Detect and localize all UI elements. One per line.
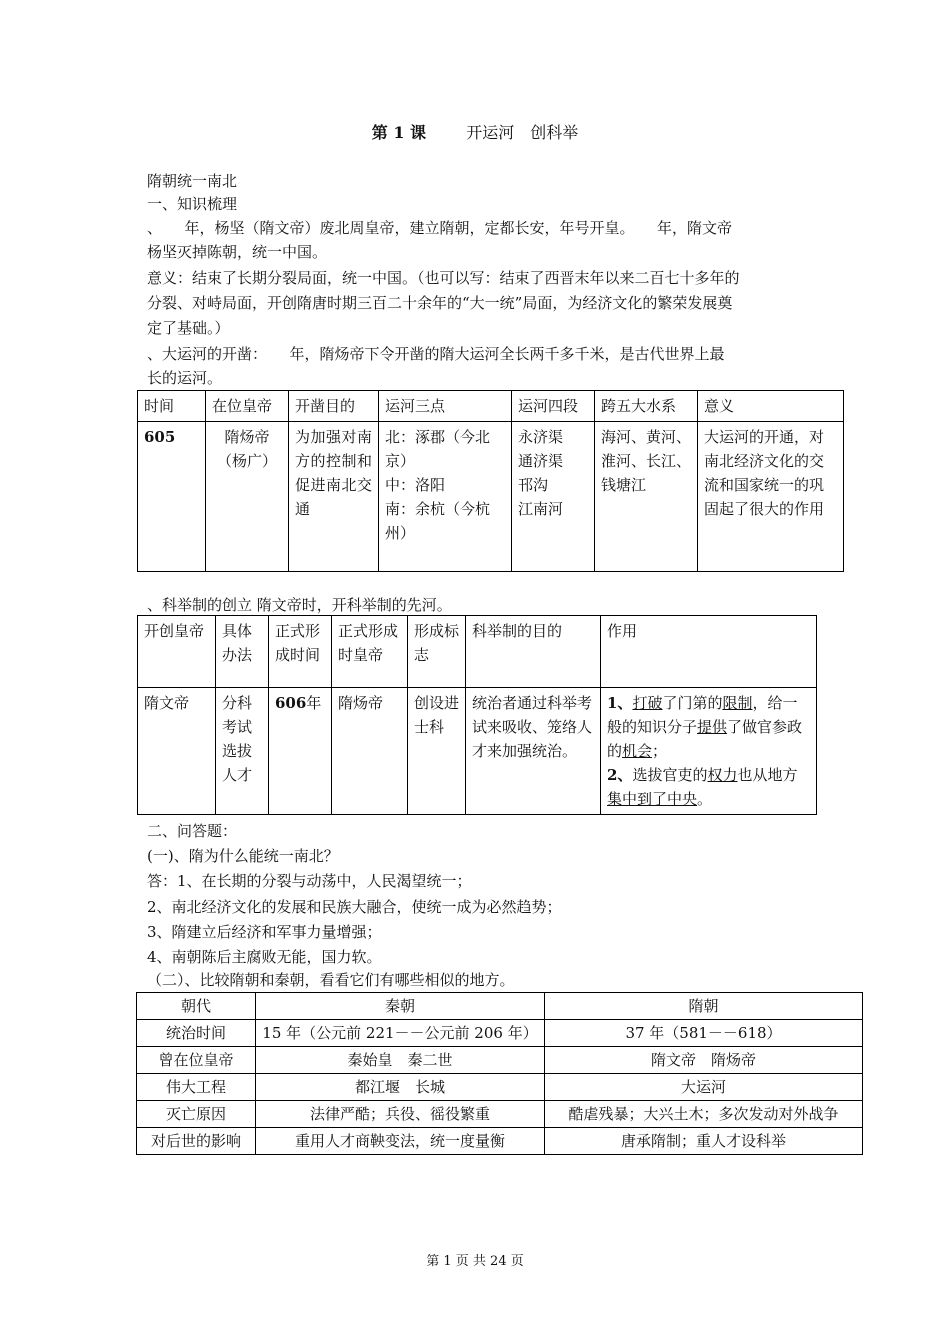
exam-line: 、科举制的创立 隋文帝时，开科举制的先河。 [147,596,452,614]
point-north: 北：涿郡（今北京） [385,428,491,470]
qin-cell: 重用人才商鞅变法，统一度量衡 [256,1128,545,1155]
answer-3: 3、隋建立后经济和军事力量增强； [147,923,382,941]
table-row [137,1101,863,1128]
header-cell: 正式形成时间 [269,616,332,688]
page-title [0,120,950,143]
compare-table [136,992,863,1155]
header-cell: 开凿目的 [289,391,379,422]
header-cell: 时间 [138,391,206,422]
year-cell: 606年 [269,688,332,815]
row-label: 对后世的影响 [137,1128,256,1155]
method-cell: 分科考试选拔人才 [216,688,269,815]
effect-1: 1、打破了门第的限制，给一般的知识分子提供了做官参政的机会； [607,694,803,760]
sui-cell: 唐承隋制；重人才设科举 [545,1128,863,1155]
question-1: (一)、隋为什么能统一南北？ [147,847,339,865]
table-row [137,1047,863,1074]
header-cell: 科举制的目的 [466,616,601,688]
header-cell: 作用 [601,616,817,688]
header-cell: 秦朝 [256,993,545,1020]
header-cell: 具体办法 [216,616,269,688]
row-label: 伟大工程 [137,1074,256,1101]
section-item: 邗沟 [518,476,549,494]
meaning-line3: 定了基础。） [147,319,230,337]
header-cell: 开创皇帝 [138,616,216,688]
row-label: 统治时间 [137,1020,256,1047]
header-cell: 跨五大水系 [595,391,698,422]
qin-cell: 法律严酷；兵役、徭役繁重 [256,1101,545,1128]
answer-4: 4、南朝陈后主腐败无能，国力软。 [147,948,382,966]
effect-2: 2、选拔官吏的权力也从地方集中到了中央。 [607,766,798,808]
header-cell: 运河三点 [379,391,512,422]
header-cell: 正式形成时皇帝 [332,616,408,688]
header-cell: 意义 [698,391,844,422]
point-south: 南：余杭（今杭州） [385,500,491,542]
table-row [137,1128,863,1155]
sui-cell: 酷虐残暴；大兴土木；多次发动对外战争 [545,1101,863,1128]
table-header-row [137,993,863,1020]
qin-cell: 都江堰 长城 [256,1074,545,1101]
lesson-title: 开运河 创科举 [466,123,579,142]
exam-table [137,615,817,815]
answer-2: 2、南北经济文化的发展和民族大融合，使统一成为必然趋势； [147,898,562,916]
para1-line2: 杨坚灭掉陈朝，统一中国。 [147,243,328,261]
meaning-cell: 大运河的开通，对南北经济文化的交流和国家统一的巩固起了很大的作用 [698,422,844,572]
sections-cell [512,422,595,572]
header-cell: 朝代 [137,993,256,1020]
canal-line2: 长的运河。 [147,369,223,387]
emperor-cell: 隋炀帝（杨广） [206,422,289,572]
lesson-number: 第 1 课 [371,123,427,142]
qin-cell: 15 年（公元前 221－－公元前 206 年） [256,1020,545,1047]
founder-cell: 隋文帝 [138,688,216,815]
answer-1: 答：1、在长期的分裂与动荡中，人民渴望统一； [147,872,472,890]
table-row [137,1020,863,1047]
page-footer: 第 1 页 共 24 页 [426,1254,524,1269]
emperor-cell: 隋炀帝 [332,688,408,815]
knowledge-heading: 一、知识梳理 [147,195,238,213]
meaning-line2: 分裂、对峙局面，开创隋唐时期三百二十余年的“大一统”局面，为经济文化的繁荣发展奠 [147,294,733,312]
qa-heading: 二、问答题： [147,822,238,840]
sui-cell: 隋文帝 隋炀帝 [545,1047,863,1074]
sui-cell: 大运河 [545,1074,863,1101]
time-cell: 605 [138,422,206,572]
meaning-line1: 意义：结束了长期分裂局面，统一中国。（也可以写：结束了西晋末年以来二百七十多年的 [147,269,740,287]
header-cell: 在位皇帝 [206,391,289,422]
table-header-row [138,616,817,688]
table-row [137,1074,863,1101]
canal-line1: 、大运河的开凿： 年，隋炀帝下令开凿的隋大运河全长两千多千米，是古代世界上最 [147,345,725,363]
purpose-cell: 统治者通过科举考试来吸收、笼络人才来加强统治。 [466,688,601,815]
table-header-row [138,391,844,422]
section-item: 通济渠 [518,452,564,470]
header-cell: 运河四段 [512,391,595,422]
header-cell: 隋朝 [545,993,863,1020]
question-2: （二）、比较隋朝和秦朝，看看它们有哪些相似的地方。 [147,971,515,989]
point-middle: 中：洛阳 [385,476,446,494]
para1-line1: 、 年，杨坚（隋文帝）废北周皇帝，建立隋朝，定都长安，年号开皇。 年，隋文帝 [147,219,733,237]
qin-cell: 秦始皇 秦二世 [256,1047,545,1074]
section-heading: 隋朝统一南北 [147,172,238,190]
section-item: 永济渠 [518,428,564,446]
mark-cell: 创设进士科 [408,688,466,815]
canal-table [137,390,844,572]
effect-cell [601,688,817,815]
purpose-cell: 为加强对南方的控制和促进南北交通 [289,422,379,572]
table-row [138,688,817,815]
row-label: 曾在位皇帝 [137,1047,256,1074]
section-item: 江南河 [518,500,564,518]
header-cell: 形成标志 [408,616,466,688]
systems-cell: 海河、黄河、淮河、长江、钱塘江 [595,422,698,572]
table-row [138,422,844,572]
sui-cell: 37 年（581－－618） [545,1020,863,1047]
row-label: 灭亡原因 [137,1101,256,1128]
points-cell [379,422,512,572]
